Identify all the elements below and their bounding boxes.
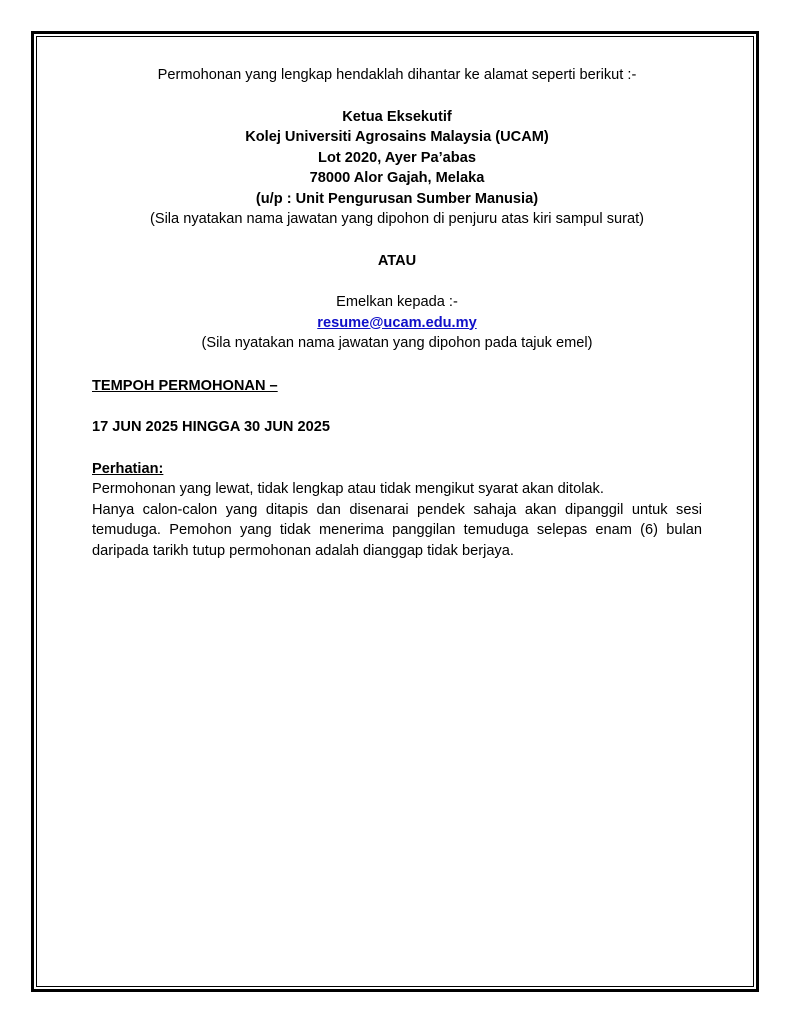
address-line-institution: Kolej Universiti Agrosains Malaysia (UCAM) — [245, 129, 549, 145]
application-period-dates: 17 JUN 2025 HINGGA 30 JUN 2025 — [92, 419, 330, 435]
address-line-lot: Lot 2020, Ayer Pa’abas — [318, 149, 476, 166]
email-link-wrapper — [92, 313, 702, 334]
application-period-heading: TEMPOH PERMOHONAN – — [92, 377, 278, 394]
notice-line-3: temuduga. Pemohon yang tidak menerima panggilan temuduga selepas enam (6) bulan — [92, 522, 702, 538]
address-block — [92, 107, 702, 210]
notice-heading: Perhatian: — [92, 460, 164, 477]
notice-line-1: Permohonan yang lewat, tidak lengkap atau tidak mengikut syarat akan ditolak. — [92, 481, 604, 497]
address-line-recipient: Ketua Eksekutif — [342, 108, 452, 125]
email-link[interactable]: resume@ucam.edu.my — [317, 314, 477, 331]
notice-line-4: daripada tarikh tutup permohonan adalah dianggap tidak berjaya. — [92, 542, 514, 559]
document-body — [92, 65, 702, 561]
notice-line-2: Hanya calon-calon yang ditapis dan disenarai pendek sahaja akan dipanggil untuk sesi — [92, 501, 702, 518]
address-note: (Sila nyatakan nama jawatan yang dipohon di penjuru atas kiri sampul surat) — [149, 211, 645, 227]
or-label: ATAU — [377, 252, 417, 269]
address-line-postcode: 78000 Alor Gajah, Melaka — [309, 170, 485, 186]
address-line-attention: (u/p : Unit Pengurusan Sumber Manusia) — [255, 190, 539, 207]
notice-section — [92, 459, 702, 562]
email-intro: Emelkan kepada :- — [336, 294, 458, 310]
intro-text: Permohonan yang lengkap hendaklah dihantar ke alamat seperti berikut :- — [157, 67, 637, 83]
email-note: (Sila nyatakan nama jawatan yang dipohon pada tajuk emel) — [201, 335, 593, 351]
